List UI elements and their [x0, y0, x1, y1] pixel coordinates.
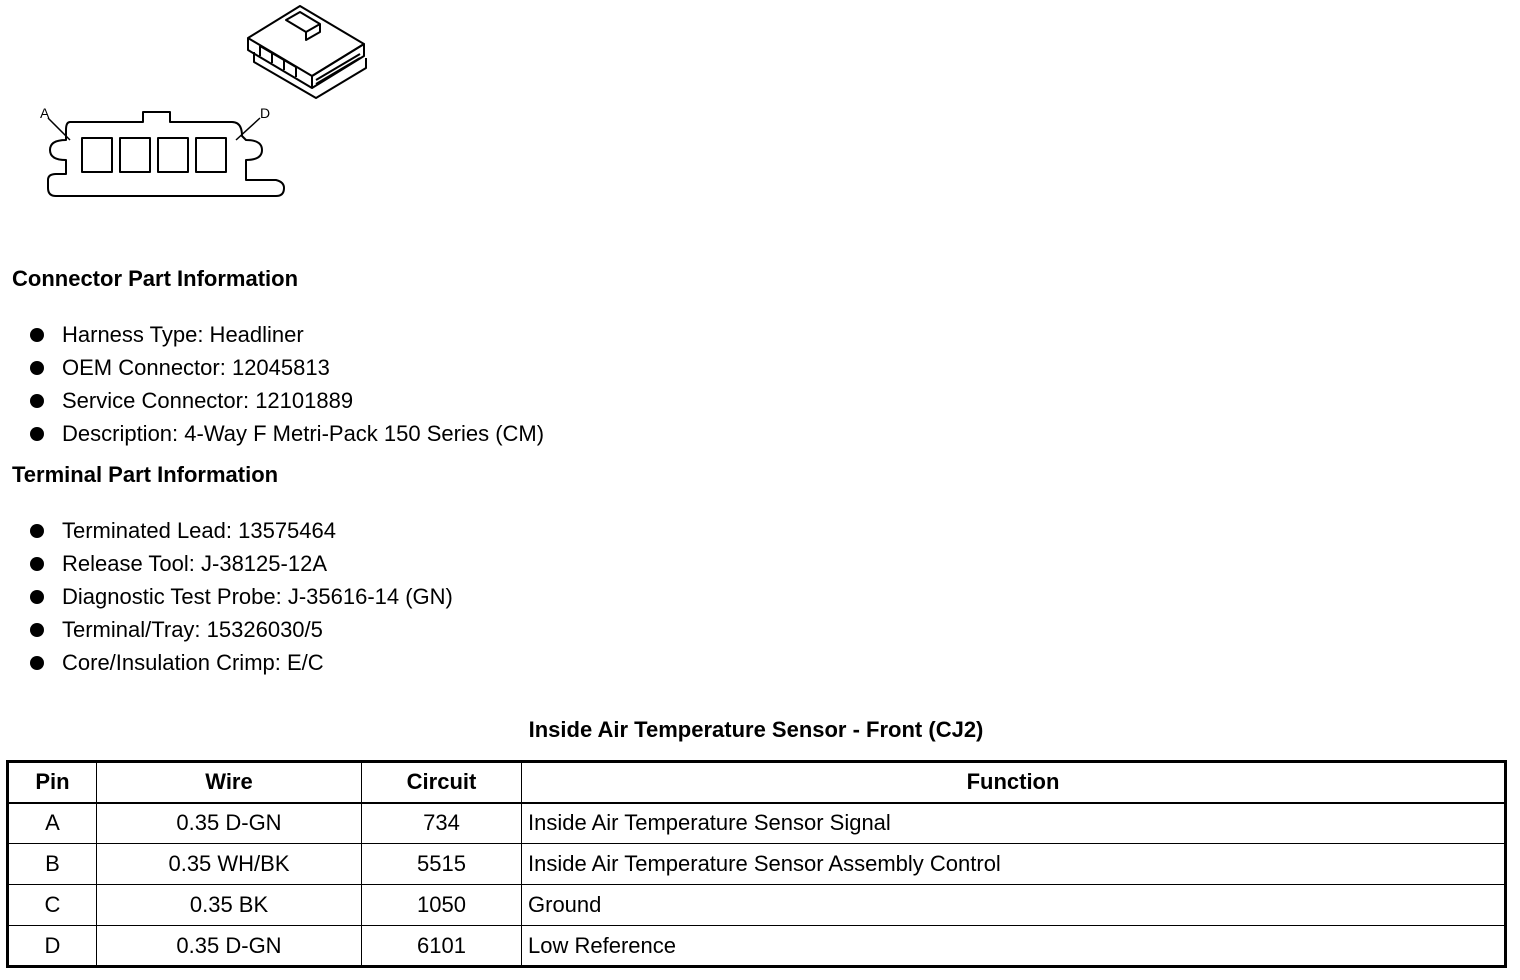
cell-function: Low Reference [522, 926, 1506, 967]
list-item: Core/Insulation Crimp: E/C [28, 646, 453, 679]
connector-face-diagram [30, 100, 300, 210]
bullet-icon [30, 328, 44, 342]
cell-wire: 0.35 D-GN [97, 803, 362, 844]
list-item: Description: 4-Way F Metri-Pack 150 Series (CM) [28, 417, 544, 450]
bullet-icon [30, 623, 44, 637]
list-item: Release Tool: J-38125-12A [28, 547, 453, 580]
bullet-icon [30, 590, 44, 604]
cell-function: Ground [522, 885, 1506, 926]
list-item: Harness Type: Headliner [28, 318, 544, 351]
cell-pin: A [8, 803, 97, 844]
list-item: Terminated Lead: 13575464 [28, 514, 453, 547]
pin-label-d: D [260, 105, 271, 121]
cell-pin: C [8, 885, 97, 926]
cell-pin: D [8, 926, 97, 967]
bullet-icon [30, 394, 44, 408]
table-header-row [8, 762, 1506, 803]
connector-isometric-illustration [240, 0, 380, 100]
cell-circuit: 5515 [362, 844, 522, 885]
bullet-icon [30, 361, 44, 375]
cell-wire: 0.35 WH/BK [97, 844, 362, 885]
bullet-icon [30, 557, 44, 571]
cell-circuit: 6101 [362, 926, 522, 967]
list-item: Service Connector: 12101889 [28, 384, 544, 417]
cell-wire: 0.35 D-GN [97, 926, 362, 967]
header-pin: Pin [8, 762, 97, 803]
cell-pin: B [8, 844, 97, 885]
bullet-icon [30, 656, 44, 670]
cell-circuit: 734 [362, 803, 522, 844]
connector-info-list [28, 318, 544, 450]
list-item: OEM Connector: 12045813 [28, 351, 544, 384]
cell-wire: 0.35 BK [97, 885, 362, 926]
header-circuit: Circuit [362, 762, 522, 803]
cell-circuit: 1050 [362, 885, 522, 926]
cell-function: Inside Air Temperature Sensor Assembly Control [522, 844, 1506, 885]
list-item: Diagnostic Test Probe: J-35616-14 (GN) [28, 580, 453, 613]
pinout-table [6, 760, 1507, 968]
table-row [8, 844, 1506, 885]
bullet-icon [30, 524, 44, 538]
pin-label-a: A [40, 105, 50, 121]
table-row [8, 885, 1506, 926]
connector-section-title: Connector Part Information [12, 266, 299, 291]
terminal-info-list [28, 514, 453, 679]
cell-function: Inside Air Temperature Sensor Signal [522, 803, 1506, 844]
bullet-icon [30, 427, 44, 441]
header-function: Function [522, 762, 1506, 803]
table-caption: Inside Air Temperature Sensor - Front (CJ2) [528, 717, 984, 742]
terminal-section-title: Terminal Part Information [12, 462, 279, 487]
list-item: Terminal/Tray: 15326030/5 [28, 613, 453, 646]
table-row [8, 803, 1506, 844]
table-row [8, 926, 1506, 967]
header-wire: Wire [97, 762, 362, 803]
